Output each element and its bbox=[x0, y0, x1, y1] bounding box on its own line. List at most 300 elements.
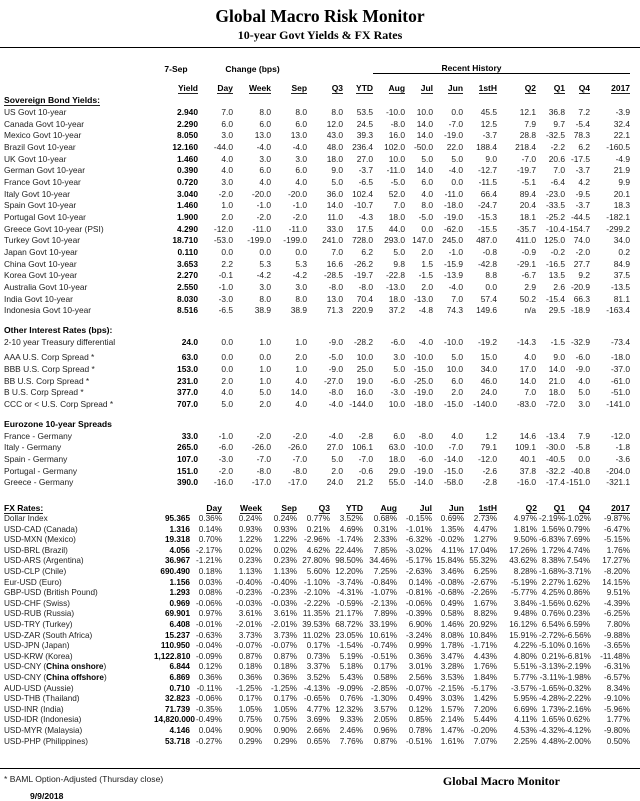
cell: -6.0 bbox=[418, 454, 434, 465]
cell: 43.0 bbox=[326, 130, 344, 141]
cell: 6.0 bbox=[259, 165, 271, 176]
cell: 9.0 bbox=[485, 153, 498, 164]
cell: 0.96% bbox=[373, 725, 397, 735]
cell: -2.85% bbox=[371, 683, 397, 693]
cell: 6.2 bbox=[578, 141, 591, 152]
cell: 0.73% bbox=[306, 651, 330, 661]
cell: 24.0 bbox=[326, 477, 344, 488]
cell: 2.0 bbox=[259, 399, 271, 410]
cell: -15.3 bbox=[477, 211, 498, 222]
cell: 33.0 bbox=[326, 223, 344, 234]
table-row bbox=[4, 387, 630, 399]
cell: 0.29% bbox=[273, 736, 297, 746]
cell: 265.0 bbox=[177, 442, 198, 453]
cell: -199.0 bbox=[247, 235, 271, 246]
cell: 8.0 bbox=[259, 293, 271, 304]
cell: -2.0 bbox=[256, 211, 271, 222]
cell: 22.44% bbox=[335, 545, 363, 555]
cell: 70.4 bbox=[356, 293, 374, 304]
cell: -18.0 bbox=[443, 200, 464, 211]
cell: 0.0 bbox=[259, 352, 271, 363]
cell: 0.0 bbox=[485, 281, 498, 292]
cell: 1.13% bbox=[238, 567, 262, 576]
cell: 4.22% bbox=[513, 641, 537, 651]
cell: -0.15% bbox=[406, 514, 432, 524]
row-label: USD-CLP (Chile) bbox=[4, 567, 67, 576]
cell: 0.97% bbox=[198, 609, 222, 619]
cell: -40.5 bbox=[545, 454, 566, 465]
cell: -4.0 bbox=[328, 430, 344, 441]
cell: 4.48% bbox=[541, 736, 565, 746]
column-header: YTD bbox=[346, 503, 363, 514]
cell: 0.0 bbox=[221, 246, 233, 257]
cell: -15.0 bbox=[443, 465, 464, 476]
cell: 98.50% bbox=[335, 556, 363, 566]
cell: 0.93% bbox=[238, 524, 262, 534]
cell: 2.9 bbox=[524, 281, 537, 292]
cell: 218.4 bbox=[515, 141, 537, 152]
section-label: Sovereign Bond Yields: bbox=[4, 95, 100, 106]
cell: 5.18% bbox=[339, 662, 363, 672]
cell: 2.0 bbox=[221, 375, 233, 386]
cell: -2.2 bbox=[550, 141, 566, 152]
cell: 3.47% bbox=[440, 651, 464, 661]
cell: 0.12% bbox=[198, 662, 222, 672]
cell: -11.0 bbox=[444, 188, 464, 199]
cell: 1.293 bbox=[169, 588, 190, 598]
cell: 15.91% bbox=[509, 630, 537, 640]
cell: 9.8 bbox=[393, 258, 406, 269]
column-header: 1stH bbox=[478, 83, 498, 93]
cell: 14.0 bbox=[290, 387, 308, 398]
table-row bbox=[4, 535, 630, 546]
cell: -4.28% bbox=[539, 694, 565, 704]
column-header: Day bbox=[217, 83, 233, 93]
cell: -19.0 bbox=[413, 387, 434, 398]
cell: -182.1 bbox=[606, 211, 631, 222]
cell: 6.59% bbox=[566, 619, 590, 629]
cell: 5.77% bbox=[513, 672, 537, 682]
cell: 6.0 bbox=[295, 165, 308, 176]
cell: -154.7 bbox=[566, 223, 591, 234]
cell: -9.0 bbox=[328, 336, 344, 347]
cell: -141.0 bbox=[606, 399, 631, 410]
row-label: Korea Govt 10-year bbox=[4, 270, 78, 281]
cell: 1.0 bbox=[259, 336, 271, 347]
cell: 0.87% bbox=[373, 736, 397, 746]
cell: -0.01% bbox=[196, 619, 222, 629]
cell: 147.0 bbox=[412, 235, 434, 246]
cell: -19.0 bbox=[443, 211, 464, 222]
cell: 1.22% bbox=[273, 535, 297, 545]
table-row bbox=[4, 305, 630, 317]
row-label: Eur-USD (Euro) bbox=[4, 577, 62, 587]
cell: -7.0 bbox=[448, 442, 464, 453]
cell: -12.0 bbox=[213, 223, 233, 234]
cell: 22.1 bbox=[613, 130, 631, 141]
cell: 0.24% bbox=[273, 514, 297, 524]
cell: 15.237 bbox=[164, 630, 190, 640]
cell: 1.47% bbox=[440, 725, 464, 735]
cell: -32.9 bbox=[570, 336, 591, 347]
cell: -0.03% bbox=[236, 598, 262, 608]
cell: 38.9 bbox=[290, 305, 308, 316]
cell: 2.0 bbox=[295, 352, 308, 363]
cell: 18.0 bbox=[388, 211, 406, 222]
cell: 16.12% bbox=[509, 619, 537, 629]
cell: 0.08% bbox=[198, 588, 222, 598]
cell: 13.0 bbox=[290, 130, 308, 141]
cell: -1.5 bbox=[550, 336, 566, 347]
cell: -144.0 bbox=[349, 399, 374, 410]
cell: 46.0 bbox=[480, 375, 498, 386]
cell: 2.290 bbox=[177, 118, 198, 129]
cell: 4.25% bbox=[541, 588, 565, 598]
cell: -25.0 bbox=[413, 375, 434, 386]
cell: 7.76% bbox=[339, 736, 363, 746]
cell: 1.316 bbox=[169, 524, 190, 534]
cell: 4.97% bbox=[513, 514, 537, 524]
cell: 4.0 bbox=[221, 387, 233, 398]
row-label: UK Govt 10-year bbox=[4, 153, 67, 164]
cell: -5.0 bbox=[418, 211, 434, 222]
row-label: Greece - Germany bbox=[4, 477, 74, 488]
cell: 3.73% bbox=[238, 630, 262, 640]
cell: 1.72% bbox=[541, 545, 565, 555]
table-row bbox=[4, 684, 630, 695]
cell: 109.1 bbox=[515, 442, 537, 453]
cell: 0.710 bbox=[169, 683, 190, 693]
cell: -8.0 bbox=[418, 430, 434, 441]
cell: 0.14% bbox=[198, 524, 222, 534]
cell: -9.88% bbox=[604, 630, 630, 640]
table-row bbox=[4, 514, 630, 525]
cell: 1.56% bbox=[541, 524, 565, 534]
footer-divider bbox=[0, 768, 640, 769]
cell: -20.9 bbox=[570, 281, 591, 292]
cell: 9.51% bbox=[606, 588, 630, 598]
cell: -2.72% bbox=[539, 630, 565, 640]
cell: n/a bbox=[524, 305, 537, 316]
table-row bbox=[4, 546, 630, 557]
cell: 107.0 bbox=[177, 454, 198, 465]
cell: 8.34% bbox=[606, 683, 630, 693]
cell: -1.25% bbox=[236, 683, 262, 693]
cell: 14.6 bbox=[519, 430, 537, 441]
cell: 1.81% bbox=[513, 524, 537, 534]
cell: 79.1 bbox=[480, 442, 498, 453]
cell: 4.74% bbox=[566, 545, 590, 555]
cell: -6.0 bbox=[390, 336, 406, 347]
cell: -0.04% bbox=[196, 641, 222, 651]
cell: 0.87% bbox=[273, 651, 297, 661]
cell: -5.8 bbox=[575, 442, 591, 453]
cell: -2.00% bbox=[565, 736, 591, 746]
cell: 14.0 bbox=[548, 364, 566, 375]
cell: 4.11% bbox=[514, 715, 537, 725]
cell: -0.8 bbox=[482, 246, 498, 257]
cell: -1.10% bbox=[304, 577, 330, 587]
cell: 1.62% bbox=[566, 577, 590, 587]
cell: 7.9 bbox=[524, 118, 537, 129]
cell: 13.0 bbox=[326, 293, 344, 304]
row-label: Indonesia Govt 10-year bbox=[4, 305, 92, 316]
cell: 3.0 bbox=[221, 130, 233, 141]
table-row bbox=[4, 224, 630, 236]
cell: -5.4 bbox=[575, 118, 591, 129]
cell: 0.21% bbox=[541, 651, 565, 661]
cell: -35.7 bbox=[516, 223, 537, 234]
cell: 34.0 bbox=[480, 364, 498, 375]
table-row bbox=[4, 212, 630, 224]
table-row bbox=[4, 578, 630, 589]
cell: 7.54% bbox=[566, 556, 590, 566]
cell: 17.26% bbox=[509, 545, 537, 555]
table-row bbox=[4, 376, 630, 388]
cell: 6.869 bbox=[169, 672, 190, 682]
cell: 8.0 bbox=[259, 107, 271, 117]
cell: -0.06% bbox=[196, 598, 222, 608]
cell: 0.02% bbox=[238, 545, 262, 555]
cell: 9.2 bbox=[578, 270, 591, 281]
cell: -0.32% bbox=[565, 683, 591, 693]
cell: -4.0 bbox=[328, 399, 344, 410]
cell: 2.27% bbox=[541, 577, 565, 587]
cell: -44.5 bbox=[570, 211, 591, 222]
cell: 1.35% bbox=[440, 524, 464, 534]
cell: 21.17% bbox=[335, 609, 363, 619]
cell: 3.57% bbox=[373, 704, 397, 714]
cell: -2.0 bbox=[218, 465, 233, 476]
cell: -3.9 bbox=[615, 107, 631, 117]
cell: 45.5 bbox=[480, 107, 498, 117]
cell: 220.9 bbox=[352, 305, 374, 316]
history-group-header: Recent History bbox=[373, 51, 630, 74]
cell: 13.5 bbox=[548, 270, 566, 281]
cell: -5.15% bbox=[604, 535, 630, 545]
column-header: Q2 bbox=[524, 83, 537, 93]
cell: -4.2 bbox=[292, 270, 308, 281]
cell: -6.0 bbox=[218, 442, 233, 453]
cell: 4.0 bbox=[221, 153, 233, 164]
cell: -11.0 bbox=[288, 223, 308, 234]
cell: 0.70% bbox=[198, 535, 222, 545]
cell: 14.0 bbox=[416, 118, 434, 129]
cell: 4.80% bbox=[513, 651, 537, 661]
cell: 10.61% bbox=[369, 630, 397, 640]
cell: -1.0 bbox=[256, 200, 271, 211]
cell: 9.0 bbox=[553, 352, 566, 363]
cell: -0.39% bbox=[406, 609, 432, 619]
date-group-header: 7-Sep bbox=[164, 63, 188, 74]
cell: -6.47% bbox=[604, 524, 630, 534]
column-header: Jul bbox=[420, 83, 434, 93]
cell: 10.0 bbox=[446, 364, 464, 375]
cell: 0.0 bbox=[259, 246, 271, 257]
table-row bbox=[4, 177, 630, 189]
brand-name: Global Macro Monitor bbox=[442, 774, 560, 789]
cell: -140.0 bbox=[473, 399, 498, 410]
cell: 0.23% bbox=[238, 556, 262, 566]
cell: -14.0 bbox=[443, 454, 464, 465]
table-row bbox=[4, 556, 630, 567]
cell: 0.17% bbox=[306, 641, 330, 651]
cell: 23.05% bbox=[335, 630, 363, 640]
cell: 0.76% bbox=[541, 609, 565, 619]
cell: 29.0 bbox=[388, 465, 406, 476]
cell: 2.0 bbox=[421, 246, 434, 257]
cell: -30.0 bbox=[545, 442, 566, 453]
cell: 7.0 bbox=[553, 165, 566, 176]
cell: -0.08% bbox=[438, 577, 464, 587]
cell: -0.11% bbox=[196, 683, 222, 693]
cell: -321.1 bbox=[606, 477, 631, 488]
cell: 5.60% bbox=[306, 567, 330, 576]
cell: 1.78% bbox=[440, 641, 464, 651]
table-row bbox=[4, 694, 630, 705]
cell: 9.9 bbox=[618, 176, 631, 187]
cell: -1.01% bbox=[406, 524, 432, 534]
column-header: Q1 bbox=[553, 83, 566, 93]
cell: -3.65% bbox=[604, 641, 630, 651]
cell: -44.0 bbox=[213, 141, 233, 152]
cell: 1.67% bbox=[473, 598, 497, 608]
cell: 8.8 bbox=[485, 270, 498, 281]
cell: 102.4 bbox=[352, 188, 374, 199]
cell: -3.7 bbox=[575, 200, 591, 211]
cell: -151.0 bbox=[566, 477, 591, 488]
cell: 6.408 bbox=[169, 619, 190, 629]
table-row bbox=[4, 620, 630, 631]
cell: -3.7 bbox=[482, 130, 498, 141]
cell: 0.86% bbox=[566, 588, 590, 598]
cell: -0.59% bbox=[337, 598, 363, 608]
row-label: USD-KRW (Korea) bbox=[4, 651, 73, 661]
column-header: Yield bbox=[178, 83, 198, 93]
cell: -1.98% bbox=[565, 672, 591, 682]
cell: -0.1 bbox=[218, 270, 233, 281]
cell: 7.69% bbox=[566, 535, 590, 545]
cell: 411.0 bbox=[515, 235, 537, 246]
cell: 36.8 bbox=[548, 107, 566, 117]
section-header bbox=[4, 418, 630, 431]
cell: -5.17% bbox=[406, 556, 432, 566]
cell: 8.38% bbox=[541, 556, 565, 566]
row-label: USD-ARS (Argentina) bbox=[4, 556, 84, 566]
cell: -0.51% bbox=[371, 651, 397, 661]
cell: 245.0 bbox=[442, 235, 464, 246]
cell: -0.81% bbox=[406, 588, 432, 598]
row-label: Italy Govt 10-year bbox=[4, 188, 71, 199]
cell: 0.49% bbox=[408, 694, 432, 704]
cell: 12.0 bbox=[326, 118, 344, 129]
cell: -2.67% bbox=[471, 577, 497, 587]
table-row bbox=[4, 259, 630, 271]
cell: 4.69% bbox=[339, 524, 363, 534]
cell: 5.0 bbox=[393, 364, 406, 375]
cell: -2.22% bbox=[304, 598, 330, 608]
cell: -4.0 bbox=[448, 165, 464, 176]
cell: 149.6 bbox=[476, 305, 498, 316]
cell: 1.0 bbox=[295, 364, 308, 375]
cell: 0.87% bbox=[238, 651, 262, 661]
cell: -2.01% bbox=[271, 619, 297, 629]
cell: -9.0 bbox=[575, 364, 591, 375]
cell: -8.0 bbox=[328, 387, 344, 398]
cell: 390.0 bbox=[177, 477, 198, 488]
cell: 9.48% bbox=[513, 609, 537, 619]
cell: 48.0 bbox=[326, 141, 344, 152]
section-label: Other Interest Rates (bps): bbox=[4, 325, 113, 336]
row-label: Turkey Govt 10-year bbox=[4, 235, 81, 246]
table-row bbox=[4, 154, 630, 166]
cell: 0.78% bbox=[408, 725, 432, 735]
cell: -15.0 bbox=[413, 364, 434, 375]
cell: 18.0 bbox=[388, 293, 406, 304]
cell: -4.31% bbox=[337, 588, 363, 598]
cell: -19.7 bbox=[353, 270, 374, 281]
cell: 16.6 bbox=[326, 258, 344, 269]
cell: -1.0 bbox=[218, 430, 233, 441]
cell: 10.0 bbox=[388, 399, 406, 410]
cell: 6.0 bbox=[295, 118, 308, 129]
cell: 22.0 bbox=[446, 141, 464, 152]
cell: 7.25% bbox=[373, 567, 397, 576]
cell: 27.0 bbox=[326, 442, 344, 453]
cell: -4.0 bbox=[256, 141, 271, 152]
cell: 1.42% bbox=[473, 694, 497, 704]
column-header: Q3 bbox=[331, 83, 344, 93]
row-label: USD-ZAR (South Africa) bbox=[4, 630, 93, 640]
cell: 1,122.810 bbox=[154, 651, 191, 661]
column-header: Jul bbox=[419, 503, 432, 514]
column-header-row bbox=[4, 74, 630, 95]
cell: -2.0 bbox=[292, 430, 308, 441]
cell: 3.653 bbox=[177, 258, 198, 269]
cell: -20.0 bbox=[251, 188, 271, 199]
cell: 377.0 bbox=[177, 387, 198, 398]
cell: -5.0 bbox=[390, 176, 406, 187]
cell: 0.77% bbox=[306, 514, 330, 524]
cell: -53.0 bbox=[213, 235, 233, 246]
cell: 1.27% bbox=[473, 535, 497, 545]
table-row bbox=[4, 454, 630, 466]
cell: 1.84% bbox=[473, 672, 497, 682]
cell: -3.0 bbox=[218, 293, 233, 304]
page-title: Global Macro Risk Monitor bbox=[215, 6, 425, 26]
cell: -13.0 bbox=[413, 293, 434, 304]
cell: 728.0 bbox=[352, 235, 374, 246]
cell: -14.3 bbox=[516, 336, 537, 347]
cell: 29.5 bbox=[548, 305, 566, 316]
cell: 3.37% bbox=[306, 662, 330, 672]
cell: 32.4 bbox=[613, 118, 631, 129]
cell: -10.0 bbox=[385, 107, 406, 117]
cell: 2.0 bbox=[421, 281, 434, 292]
table-row bbox=[4, 364, 630, 376]
cell: 44.0 bbox=[388, 223, 406, 234]
cell: 2.0 bbox=[331, 465, 344, 476]
cell: -299.2 bbox=[606, 223, 631, 234]
cell: 2.270 bbox=[177, 270, 198, 281]
cell: 0.969 bbox=[169, 598, 190, 608]
cell: 8.08% bbox=[440, 630, 464, 640]
row-label: Brazil Govt 10-year bbox=[4, 141, 76, 152]
cell: 15.84% bbox=[436, 556, 464, 566]
cell: 6.2 bbox=[361, 246, 374, 257]
cell: -0.02% bbox=[438, 535, 464, 545]
cell: 69.901 bbox=[164, 609, 190, 619]
